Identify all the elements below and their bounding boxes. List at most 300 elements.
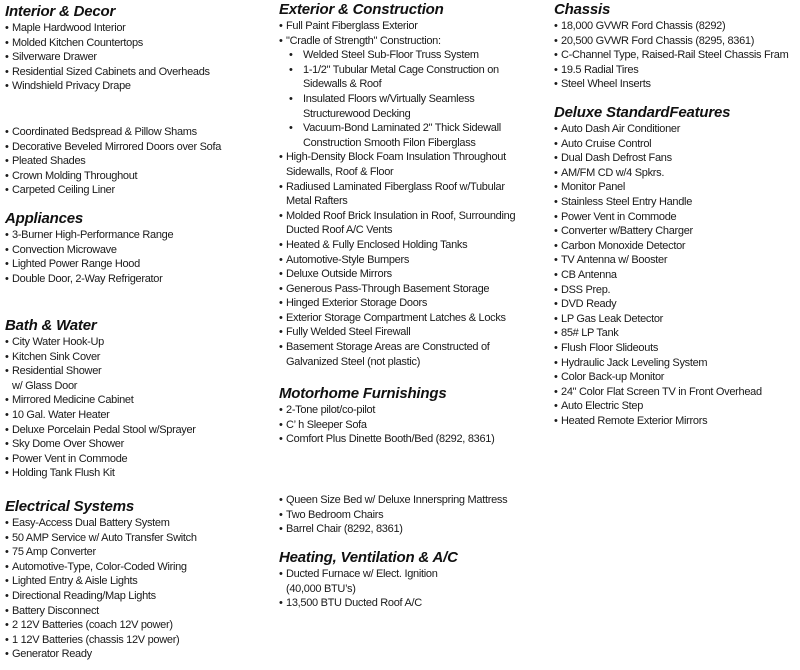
list-item-text: 18,000 GVWR Ford Chassis (8292) <box>561 20 726 32</box>
list-item-text: Easy-Access Dual Battery System <box>12 517 170 529</box>
list-item-text: Radiused Laminated Fiberglass Roof w/Tubular <box>286 180 505 193</box>
bullet-icon: • <box>5 423 9 436</box>
bullet-icon: • <box>554 20 558 32</box>
bullet-icon: • <box>279 311 283 324</box>
list-item <box>279 582 549 597</box>
list-item <box>5 36 273 51</box>
list-item <box>279 340 549 355</box>
bullet-icon: • <box>279 297 283 310</box>
bullet-icon: • <box>5 184 9 197</box>
list-item-text: Fully Welded Steel Firewall <box>286 326 411 339</box>
bullet-icon: • <box>554 137 558 150</box>
list-item <box>554 19 800 34</box>
bullet-icon: • <box>5 229 9 241</box>
list-item <box>279 19 549 34</box>
list-item <box>279 238 549 253</box>
bullet-icon: • <box>554 210 558 223</box>
bullet-icon: • <box>5 51 9 64</box>
bullet-icon: • <box>554 356 558 369</box>
bullet-icon: • <box>554 254 558 267</box>
list-item <box>554 326 800 341</box>
list-item <box>5 545 273 560</box>
list-item-text: City Water Hook-Up <box>12 336 104 348</box>
list-item <box>554 414 800 429</box>
list-item <box>5 408 273 423</box>
list-item <box>279 418 549 433</box>
list-item <box>5 183 273 198</box>
list-item <box>279 107 549 122</box>
bullet-icon: • <box>279 238 283 251</box>
list-item <box>279 403 549 418</box>
list-item-text: Windshield Privacy Drape <box>12 80 131 93</box>
chassis-section <box>554 0 800 92</box>
bullet-icon: • <box>279 34 283 47</box>
list-item <box>5 633 273 648</box>
bullet-icon: • <box>5 155 9 168</box>
list-item-text: 19.5 Radial Tires <box>561 63 639 76</box>
bullet-icon: • <box>554 371 558 384</box>
list-item <box>5 574 273 589</box>
list-item-text: Power Vent in Commode <box>561 210 677 223</box>
list-item <box>5 257 273 272</box>
bullet-icon: • <box>5 243 9 256</box>
list-item-text: CB Antenna <box>561 268 617 281</box>
list-item-text: Insulated Floors w/Virtually Seamless <box>303 92 475 105</box>
bullet-icon: • <box>279 282 283 295</box>
list-item <box>5 243 273 258</box>
list-item-text: Mirrored Medicine Cabinet <box>12 394 134 407</box>
list-item-text: 50 AMP Service w/ Auto Transfer Switch <box>12 531 197 544</box>
list-item <box>279 63 549 78</box>
list-item-text: Molded Kitchen Countertops <box>12 36 144 49</box>
bullet-icon: • <box>554 49 558 62</box>
hvac-section <box>279 548 549 611</box>
bullet-icon: • <box>554 63 558 76</box>
bullet-icon: • <box>5 633 9 646</box>
furnishings-list <box>279 403 549 447</box>
list-item-text: Heated & Fully Enclosed Holding Tanks <box>286 238 468 251</box>
right-column <box>554 0 800 670</box>
list-item <box>554 137 800 152</box>
list-item <box>279 267 549 282</box>
section-title-interior-decor: Interior & Decor <box>5 3 116 20</box>
bullet-icon: • <box>554 239 558 252</box>
bullet-icon: • <box>554 327 558 340</box>
list-item-text: Auto Dash Air Conditioner <box>561 123 681 135</box>
list-item-text: Coordinated Bedspread & Pillow Shams <box>12 126 197 138</box>
list-item <box>5 350 273 365</box>
list-item-text: Deluxe Outside Mirrors <box>286 268 392 281</box>
electrical-list <box>5 516 273 662</box>
list-item-text: High-Density Block Foam Insulation Throughout <box>286 151 506 164</box>
bullet-icon: • <box>5 394 9 407</box>
bullet-icon: • <box>5 36 9 49</box>
list-item <box>554 210 800 225</box>
hvac-list <box>279 567 549 611</box>
bullet-icon: • <box>279 341 283 354</box>
list-item <box>279 296 549 311</box>
list-item-text: Full Paint Fiberglass Exterior <box>286 20 418 32</box>
list-item <box>5 272 273 287</box>
list-item <box>5 379 273 394</box>
list-item-text: Pleated Shades <box>12 155 86 168</box>
list-item-text: Carbon Monoxide Detector <box>561 239 686 252</box>
list-item-text: 1 12V Batteries (chassis 12V power) <box>12 633 180 646</box>
bullet-icon: • <box>5 350 9 363</box>
bullet-icon: • <box>5 452 9 465</box>
list-item-text: Ducted Roof A/C Vents <box>286 224 393 237</box>
list-item <box>554 195 800 210</box>
list-item <box>554 77 800 92</box>
list-item-text: Carpeted Ceiling Liner <box>12 184 115 197</box>
list-item <box>554 239 800 254</box>
list-item <box>554 151 800 166</box>
bullet-icon: • <box>5 336 9 348</box>
bullet-icon: • <box>5 604 9 617</box>
list-item <box>5 364 273 379</box>
list-item <box>279 311 549 326</box>
list-item-text: Queen Size Bed w/ Deluxe Innerspring Mattress <box>286 494 508 506</box>
bullet-icon: • <box>279 20 283 32</box>
list-item <box>554 297 800 312</box>
list-item <box>279 165 549 180</box>
list-item-text: Residential Sized Cabinets and Overheads <box>12 65 210 78</box>
list-item-text: 2 12V Batteries (coach 12V power) <box>12 619 173 632</box>
list-item <box>554 312 800 327</box>
bath-water-section <box>5 316 273 481</box>
section-title-appliances: Appliances <box>5 210 84 227</box>
appliances-section <box>5 209 273 286</box>
bullet-icon: • <box>554 385 558 398</box>
list-item-text: 1-1/2" Tubular Metal Cage Construction on <box>303 63 499 76</box>
bullet-icon: • <box>5 438 9 451</box>
bullet-icon: • <box>554 225 558 238</box>
exterior-construction-list <box>279 19 549 369</box>
list-item <box>554 122 800 137</box>
list-item-text: Convection Microwave <box>12 243 117 256</box>
list-item-text: Generous Pass-Through Basement Storage <box>286 282 490 295</box>
list-item-text: Kitchen Sink Cover <box>12 350 101 363</box>
bullet-icon: • <box>279 568 283 580</box>
list-item-text: Converter w/Battery Charger <box>561 225 693 238</box>
list-item <box>5 21 273 36</box>
list-item-text: 10 Gal. Water Heater <box>12 408 110 421</box>
list-item <box>279 209 549 224</box>
bullet-icon: • <box>554 195 558 208</box>
list-item-text: Decorative Beveled Mirrored Doors over Sofa <box>12 140 222 153</box>
bullet-icon: • <box>5 365 9 378</box>
list-item-text: Lighted Power Range Hood <box>12 258 140 271</box>
list-item <box>279 223 549 238</box>
list-item <box>5 79 273 94</box>
list-item-text: Directional Reading/Map Lights <box>12 589 156 602</box>
bullet-icon: • <box>289 92 293 105</box>
list-item <box>5 228 273 243</box>
list-item-text: Double Door, 2-Way Refrigerator <box>12 272 163 285</box>
list-item-text: Structurewood Decking <box>303 107 411 120</box>
list-item-text: Barrel Chair (8292, 8361) <box>286 523 403 536</box>
chassis-list <box>554 19 800 92</box>
bullet-icon: • <box>289 122 293 135</box>
bullet-icon: • <box>279 253 283 266</box>
list-item <box>279 325 549 340</box>
list-item <box>554 399 800 414</box>
middle-column <box>279 0 549 670</box>
list-item-text: Silverware Drawer <box>12 51 97 64</box>
list-item-text: Galvanized Steel (not plastic) <box>286 355 421 368</box>
bullet-icon: • <box>554 34 558 47</box>
bullet-icon: • <box>5 65 9 78</box>
bullet-icon: • <box>279 508 283 521</box>
section-title-electrical: Electrical Systems <box>5 498 134 515</box>
bullet-icon: • <box>5 140 9 153</box>
list-item-text: Ducted Furnace w/ Elect. Ignition <box>286 568 438 580</box>
bullet-icon: • <box>554 166 558 179</box>
bullet-icon: • <box>279 180 283 193</box>
list-item-text: Dual Dash Defrost Fans <box>561 152 672 165</box>
bullet-icon: • <box>5 575 9 588</box>
list-item-text: 20,500 GVWR Ford Chassis (8295, 8361) <box>561 34 755 47</box>
furnishings-section <box>279 384 549 447</box>
list-item-text: Residential Shower <box>12 365 102 378</box>
bullet-icon: • <box>279 326 283 339</box>
section-title-exterior-construction: Exterior & Construction <box>279 1 444 18</box>
list-item-text: Generator Ready <box>12 648 92 661</box>
list-item <box>554 268 800 283</box>
list-item-text: Metal Rafters <box>286 195 348 208</box>
exterior-construction-section <box>279 0 549 369</box>
list-item <box>554 370 800 385</box>
list-item-text: 24" Color Flat Screen TV in Front Overhead <box>561 385 762 398</box>
list-item-text: C-Channel Type, Raised-Rail Steel Chassis Fram <box>561 49 789 62</box>
list-item <box>5 423 273 438</box>
list-item <box>279 77 549 92</box>
list-item <box>279 121 549 136</box>
bullet-icon: • <box>5 560 9 573</box>
bullet-icon: • <box>554 123 558 135</box>
list-item <box>5 65 273 80</box>
list-item <box>5 618 273 633</box>
list-item-text: 75 Amp Converter <box>12 546 96 559</box>
appliances-list <box>5 228 273 286</box>
bullet-icon: • <box>554 341 558 354</box>
bullet-icon: • <box>554 268 558 281</box>
list-item-text: Two Bedroom Chairs <box>286 508 384 521</box>
bullet-icon: • <box>554 298 558 311</box>
list-item <box>554 253 800 268</box>
list-item <box>279 136 549 151</box>
bullet-icon: • <box>5 546 9 559</box>
list-item <box>5 169 273 184</box>
list-item-text: Power Vent in Commode <box>12 452 128 465</box>
list-item <box>279 522 549 537</box>
list-item-text: Exterior Storage Compartment Latches & Locks <box>286 311 506 324</box>
list-item-text: Holding Tank Flush Kit <box>12 467 115 480</box>
list-item <box>279 92 549 107</box>
list-item <box>279 48 549 63</box>
interior-decor-list <box>5 21 273 94</box>
list-item <box>5 335 273 350</box>
list-item-text: 13,500 BTU Ducted Roof A/C <box>286 597 422 610</box>
list-item-text: Auto Cruise Control <box>561 137 652 150</box>
bullet-icon: • <box>5 648 9 661</box>
list-item <box>279 180 549 195</box>
list-item <box>5 560 273 575</box>
bullet-icon: • <box>5 517 9 529</box>
list-item-text: 85# LP Tank <box>561 327 619 340</box>
list-item-text: "Cradle of Strength" Construction: <box>286 34 441 47</box>
section-title-bath-water: Bath & Water <box>5 317 97 334</box>
bullet-icon: • <box>5 258 9 271</box>
list-item <box>279 596 549 611</box>
electrical-section <box>5 497 273 662</box>
list-item <box>5 516 273 531</box>
list-item-text: Basement Storage Areas are Constructed of <box>286 341 490 354</box>
furnishings-list-2 <box>279 493 549 537</box>
list-item <box>279 194 549 209</box>
list-item <box>5 125 273 140</box>
interior-decor-list-2 <box>5 125 273 198</box>
furnishings-section-cont <box>279 493 549 537</box>
bullet-icon: • <box>289 63 293 76</box>
list-item <box>554 180 800 195</box>
list-item-text: (40,000 BTU’s) <box>286 582 356 595</box>
list-item-text: Vacuum-Bond Laminated 2" Thick Sidewall <box>303 122 501 135</box>
list-item <box>554 385 800 400</box>
list-item-text: Automotive-Type, Color-Coded Wiring <box>12 560 187 573</box>
list-item <box>279 432 549 447</box>
list-item-text: Comfort Plus Dinette Booth/Bed (8292, 8361) <box>286 433 495 446</box>
bullet-icon: • <box>279 494 283 506</box>
list-item-text: Deluxe Porcelain Pedal Stool w/Sprayer <box>12 423 196 436</box>
list-item <box>5 437 273 452</box>
bullet-icon: • <box>554 152 558 165</box>
bullet-icon: • <box>289 49 293 62</box>
list-item-text: Construction Smooth Filon Fiberglass <box>303 136 476 149</box>
bullet-icon: • <box>279 268 283 281</box>
list-item-text: Sky Dome Over Shower <box>12 438 124 451</box>
list-item-text: C’ h Sleeper Sofa <box>286 418 367 431</box>
bullet-icon: • <box>279 209 283 222</box>
list-item <box>554 166 800 181</box>
section-title-deluxe-features: Deluxe StandardFeatures <box>554 104 731 121</box>
list-item-text: Automotive-Style Bumpers <box>286 253 410 266</box>
bullet-icon: • <box>5 272 9 285</box>
list-item-text: Steel Wheel Inserts <box>561 78 651 91</box>
list-item <box>5 393 273 408</box>
list-item-text: Sidewalls & Roof <box>303 78 382 91</box>
list-item-text: 3-Burner High-Performance Range <box>12 229 174 241</box>
bullet-icon: • <box>279 523 283 536</box>
list-item-text: Flush Floor Slideouts <box>561 341 659 354</box>
list-item-text: TV Antenna w/ Booster <box>561 254 668 267</box>
bullet-icon: • <box>554 414 558 427</box>
bullet-icon: • <box>5 126 9 138</box>
list-item-text: DVD Ready <box>561 298 617 311</box>
list-item <box>279 567 549 582</box>
list-item-text: Battery Disconnect <box>12 604 99 617</box>
bullet-icon: • <box>5 408 9 421</box>
list-item <box>279 34 549 49</box>
bullet-icon: • <box>554 181 558 194</box>
list-item <box>279 253 549 268</box>
bullet-icon: • <box>554 400 558 413</box>
bullet-icon: • <box>5 467 9 480</box>
list-item <box>554 34 800 49</box>
section-title-hvac: Heating, Ventilation & A/C <box>279 549 458 566</box>
list-item <box>554 356 800 371</box>
list-item <box>5 531 273 546</box>
list-item <box>554 283 800 298</box>
deluxe-features-list <box>554 122 800 428</box>
list-item-text: w/ Glass Door <box>12 379 78 392</box>
list-item-text: Auto Electric Step <box>561 400 644 413</box>
list-item-text: Crown Molding Throughout <box>12 169 138 182</box>
list-item <box>554 63 800 78</box>
interior-decor-section-cont <box>5 125 273 198</box>
interior-decor-section <box>5 2 273 94</box>
list-item-text: Lighted Entry & Aisle Lights <box>12 575 138 588</box>
list-item-text: Maple Hardwood Interior <box>12 22 126 34</box>
list-item <box>279 508 549 523</box>
bullet-icon: • <box>5 22 9 34</box>
list-item <box>5 154 273 169</box>
bullet-icon: • <box>279 433 283 446</box>
left-column <box>5 0 273 670</box>
bath-water-list <box>5 335 273 481</box>
list-item-text: Heated Remote Exterior Mirrors <box>561 414 708 427</box>
bullet-icon: • <box>554 78 558 91</box>
section-title-chassis: Chassis <box>554 1 611 18</box>
list-item-text: Molded Roof Brick Insulation in Roof, Surrounding <box>286 209 516 222</box>
deluxe-features-section <box>554 103 800 428</box>
list-item-text: Hinged Exterior Storage Doors <box>286 297 428 310</box>
list-item <box>279 355 549 370</box>
list-item-text: Welded Steel Sub-Floor Truss System <box>303 49 479 62</box>
list-item-text: Sidewalls, Roof & Floor <box>286 165 394 178</box>
list-item <box>5 647 273 662</box>
bullet-icon: • <box>279 151 283 164</box>
list-item-text: 2-Tone pilot/co-pilot <box>286 404 376 416</box>
list-item <box>554 48 800 63</box>
list-item <box>279 282 549 297</box>
list-item <box>5 466 273 481</box>
list-item-text: DSS Prep. <box>561 283 611 296</box>
section-title-furnishings: Motorhome Furnishings <box>279 385 447 402</box>
bullet-icon: • <box>5 531 9 544</box>
list-item-text: Stainless Steel Entry Handle <box>561 195 693 208</box>
list-item <box>5 140 273 155</box>
list-item <box>5 589 273 604</box>
bullet-icon: • <box>5 589 9 602</box>
list-item <box>279 493 549 508</box>
list-item <box>5 604 273 619</box>
list-item-text: Hydraulic Jack Leveling System <box>561 356 708 369</box>
list-item <box>279 150 549 165</box>
bullet-icon: • <box>5 80 9 93</box>
list-item <box>554 224 800 239</box>
list-item <box>5 452 273 467</box>
list-item <box>554 341 800 356</box>
bullet-icon: • <box>279 597 283 610</box>
bullet-icon: • <box>5 169 9 182</box>
list-item <box>5 50 273 65</box>
bullet-icon: • <box>279 418 283 431</box>
bullet-icon: • <box>279 404 283 416</box>
list-item-text: LP Gas Leak Detector <box>561 312 664 325</box>
bullet-icon: • <box>554 283 558 296</box>
bullet-icon: • <box>5 619 9 632</box>
